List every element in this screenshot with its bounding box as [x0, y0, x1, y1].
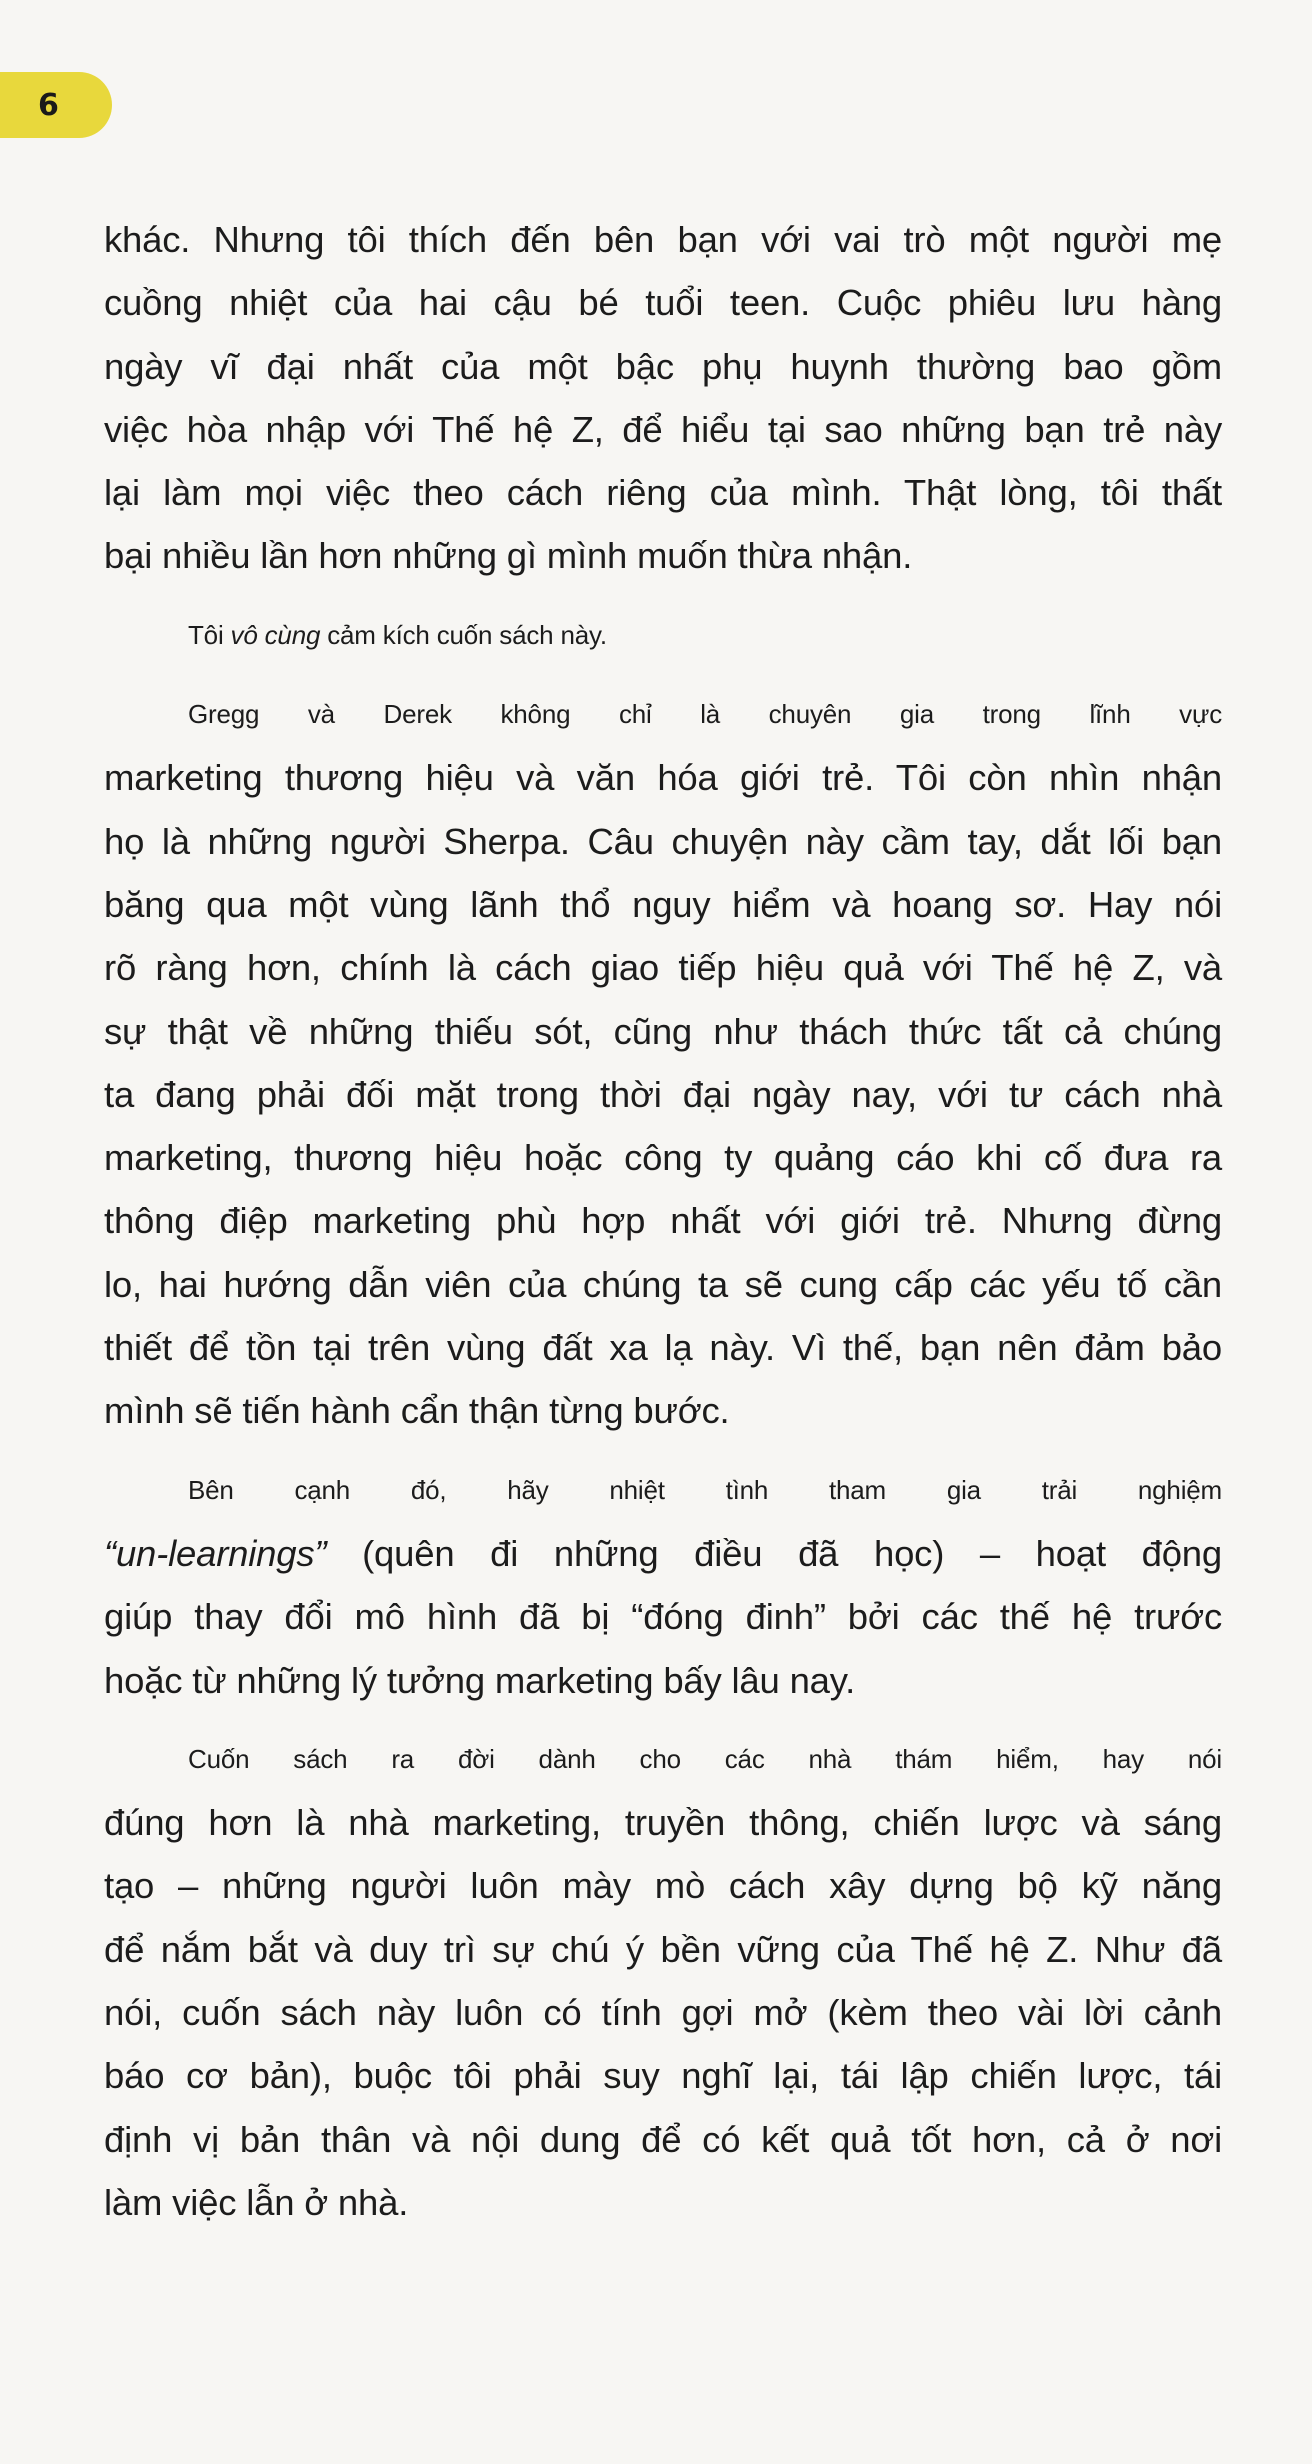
text-body: [104, 208, 1222, 2234]
page-number-badge: [0, 72, 112, 138]
paragraph-2: [104, 604, 1222, 667]
paragraph-5-line-1: Cuốn sách ra đời dành cho các nhà thám hiểm, hay nói: [188, 1743, 1222, 1774]
page-number: 6: [38, 87, 59, 123]
paragraph-3-line-10: lo, hai hướng dẫn viên của chúng ta sẽ cung cấp các yếu tố cần: [104, 1263, 1222, 1305]
paragraph-2-post: cảm kích cuốn sách này.: [320, 619, 607, 650]
paragraph-5-line-6: báo cơ bản), buộc tôi phải suy nghĩ lại, tái lập chiến lược, tái: [104, 2055, 1222, 2097]
paragraph-5-line-3: tạo – những người luôn mày mò cách xây dựng bộ kỹ năng: [104, 1865, 1222, 1907]
paragraph-4: [104, 1459, 1222, 1712]
paragraph-3-line-8: marketing, thương hiệu hoặc công ty quảng cáo khi cố đưa ra: [104, 1137, 1222, 1179]
paragraph-1-line-3: ngày vĩ đại nhất của một bậc phụ huynh thường bao gồm: [104, 345, 1222, 387]
paragraph-5-line-4: để nắm bắt và duy trì sự chú ý bền vững của Thế hệ Z. Như đã: [104, 1928, 1222, 1970]
paragraph-1: [104, 208, 1222, 588]
paragraph-5-line-7: định vị bản thân và nội dung để có kết quả tốt hơn, cả ở nơi: [104, 2118, 1222, 2160]
paragraph-5: [104, 1728, 1222, 2234]
paragraph-1-line-1: khác. Nhưng tôi thích đến bên bạn với vai trò một người mẹ: [104, 219, 1222, 260]
paragraph-4-line-3: giúp thay đổi mô hình đã bị “đóng đinh” bởi các thế hệ trước: [104, 1596, 1222, 1638]
paragraph-1-line-6: bại nhiều lần hơn những gì mình muốn thừa nhận.: [104, 535, 913, 577]
paragraph-4-line-2: [104, 1522, 1222, 1585]
paragraph-1-line-5: lại làm mọi việc theo cách riêng của mình. Thật lòng, tôi thất: [104, 472, 1222, 514]
paragraph-5-line-2: đúng hơn là nhà marketing, truyền thông, chiến lược và sáng: [104, 1802, 1222, 1844]
paragraph-3-line-12: mình sẽ tiến hành cẩn thận từng bước.: [104, 1390, 730, 1432]
paragraph-4-emphasis: “un-learnings”: [104, 1532, 327, 1574]
paragraph-3: [104, 683, 1222, 1443]
paragraph-3-line-3: họ là những người Sherpa. Câu chuyện này cầm tay, dắt lối bạn: [104, 820, 1222, 862]
paragraph-3-line-11: thiết để tồn tại trên vùng đất xa lạ này. Vì thế, bạn nên đảm bảo: [104, 1327, 1222, 1369]
paragraph-3-line-9: thông điệp marketing phù hợp nhất với giới trẻ. Nhưng đừng: [104, 1200, 1222, 1242]
paragraph-2-pre: Tôi: [188, 619, 231, 650]
paragraph-4-line-1: Bên cạnh đó, hãy nhiệt tình tham gia trải nghiệm: [188, 1474, 1222, 1505]
paragraph-4-line-4: hoặc từ những lý tưởng marketing bấy lâu nay.: [104, 1659, 856, 1701]
paragraph-3-line-7: ta đang phải đối mặt trong thời đại ngày nay, với tư cách nhà: [104, 1073, 1222, 1115]
paragraph-3-line-2: marketing thương hiệu và văn hóa giới trẻ. Tôi còn nhìn nhận: [104, 757, 1222, 799]
paragraph-3-line-4: băng qua một vùng lãnh thổ nguy hiểm và hoang sơ. Hay nói: [104, 883, 1222, 925]
paragraph-5-line-5: nói, cuốn sách này luôn có tính gợi mở (kèm theo vài lời cảnh: [104, 1992, 1222, 2034]
paragraph-3-line-5: rõ ràng hơn, chính là cách giao tiếp hiệu quả với Thế hệ Z, và: [104, 947, 1222, 989]
paragraph-5-line-8: làm việc lẫn ở nhà.: [104, 2181, 409, 2223]
paragraph-1-line-2: cuồng nhiệt của hai cậu bé tuổi teen. Cuộc phiêu lưu hàng: [104, 282, 1222, 324]
paragraph-4-line-2-rest: (quên đi những điều đã học) – hoạt động: [326, 1532, 1222, 1574]
paragraph-2-line-1: [104, 604, 1222, 667]
paragraph-2-emphasis: vô cùng: [230, 619, 321, 650]
paragraph-1-line-4: việc hòa nhập với Thế hệ Z, để hiểu tại sao những bạn trẻ này: [104, 408, 1222, 450]
paragraph-3-line-1: Gregg và Derek không chỉ là chuyên gia trong lĩnh vực: [188, 699, 1222, 730]
paragraph-3-line-6: sự thật về những thiếu sót, cũng như thách thức tất cả chúng: [104, 1010, 1222, 1052]
